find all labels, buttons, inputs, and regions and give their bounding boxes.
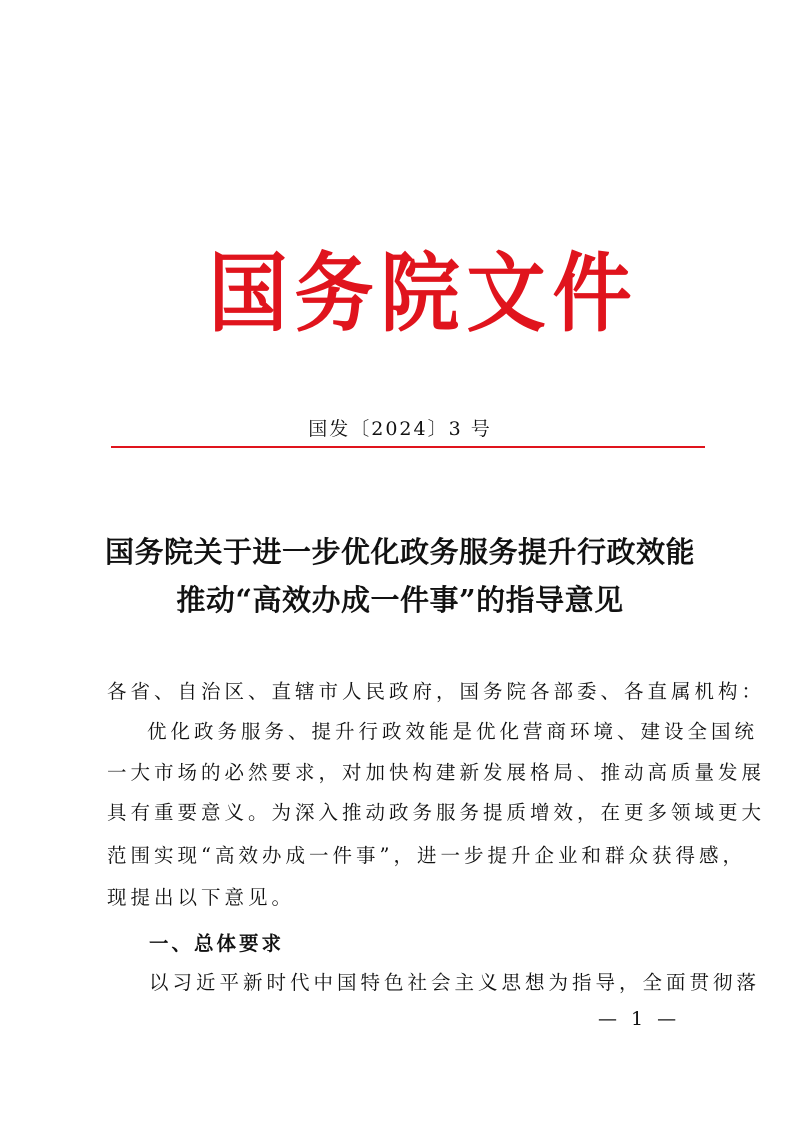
masthead-title — [205, 244, 632, 344]
masthead-char: 务 — [294, 244, 374, 344]
paragraph-line: 现提出以下意见。 — [107, 886, 296, 909]
red-separator-line — [111, 446, 705, 448]
paragraph-line: 具有重要意义。为深入推动政务服务提质增效，在更多领域更大 — [107, 801, 766, 824]
paragraph-line: 一大市场的必然要求，对加快构建新发展格局、推动高质量发展 — [107, 761, 766, 784]
document-number: 国发〔2024〕3 号 — [308, 418, 492, 440]
masthead-char: 院 — [380, 244, 460, 344]
paragraph-line: 优化政务服务、提升行政效能是优化营商环境、建设全国统 — [147, 720, 759, 743]
document-title-line-2: 推动“高效办成一件事”的指导意见 — [176, 583, 624, 617]
addressee-line: 各省、自治区、直辖市人民政府，国务院各部委、各直属机构： — [107, 680, 766, 703]
document-title-line-1: 国务院关于进一步优化政务服务提升行政效能 — [104, 535, 695, 569]
masthead-char: 件 — [552, 244, 632, 344]
page-number: — 1 — — [598, 1008, 681, 1030]
paragraph-line: 以习近平新时代中国特色社会主义思想为指导，全面贯彻落 — [149, 971, 761, 994]
section-heading: 一、总体要求 — [149, 932, 285, 955]
paragraph-line: 范围实现“高效办成一件事”，进一步提升企业和群众获得感， — [107, 844, 746, 867]
masthead-char: 文 — [466, 244, 546, 344]
masthead-char: 国 — [208, 244, 288, 344]
